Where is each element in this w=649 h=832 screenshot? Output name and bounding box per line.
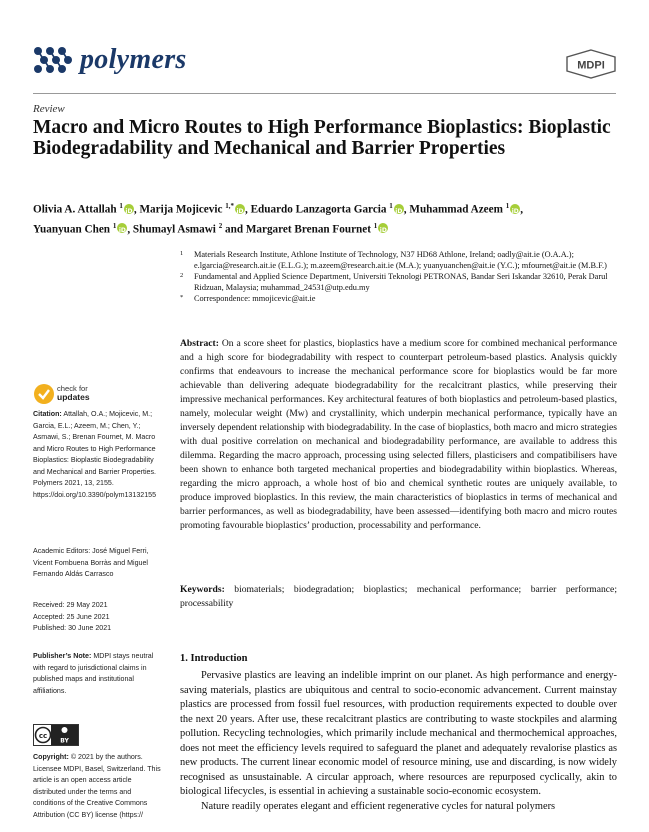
author-affil-mark: 2 bbox=[218, 221, 223, 230]
author-affil-mark: 1 bbox=[373, 221, 378, 230]
article-dates bbox=[33, 600, 165, 635]
copyright-label: Copyright: bbox=[33, 753, 69, 761]
published-date: Published: 30 June 2021 bbox=[33, 624, 112, 632]
author: Yuanyuan Chen bbox=[33, 223, 111, 236]
keywords-text: biomaterials; biodegradation; bioplastics; mechanical performance; barrier performance; processability bbox=[180, 584, 617, 609]
affiliation-number: 2 bbox=[180, 272, 184, 279]
check-updates-line2: updates bbox=[57, 392, 90, 402]
author: Olivia A. Attallah bbox=[33, 203, 117, 216]
cc-by-license-icon[interactable] bbox=[33, 724, 79, 746]
author: Margaret Brenan Fournet bbox=[245, 223, 371, 236]
publisher-note-label: Publisher’s Note: bbox=[33, 652, 92, 660]
header-rule bbox=[33, 93, 616, 94]
article-type: Review bbox=[33, 103, 65, 115]
orcid-icon[interactable] bbox=[510, 204, 520, 214]
publisher-note-text: MDPI stays neutral with regard to jurisdictional claims in published maps and institutional affiliations. bbox=[33, 652, 154, 695]
author-affil-mark: 1 bbox=[389, 202, 393, 210]
author: Muhammad Azeem bbox=[409, 203, 503, 216]
paragraph: Nature readily operates elegant and efficient regenerative cycles for natural polymers bbox=[201, 800, 556, 812]
author-affil-mark: 1 bbox=[505, 202, 510, 210]
journal-name: polymers bbox=[80, 44, 187, 75]
affiliation-text: Materials Research Institute, Athlone Institute of Technology, N37 HD68 Athlone, Ireland; oadly@ait.ie (O.A.A.); e.lgarcia@research.ait.ie (E.L.G.); m.azeem@research.ait.ie (M.A.); yuanyuanchen@ait.ie (Y.C.); mfournet@ait.ie (M.B.F.) bbox=[194, 250, 607, 270]
publisher-note bbox=[33, 651, 165, 697]
abstract-text: On a score sheet for plastics, bioplastics have a medium score for combined mechanical performance and a high score for biodegradability with respect to counterpart petroleum-based plastics. Analysis quickly confirms that endeavours to increase the mechanical performance score for bioplastics would be far more achievable than delivering adequate biodegradability for the recalcitrant plastics, while preserving their impressive mechanical performances. Key architectural features of both bioplastics and petroleum-based plastics, namely, molecular weight (Mw) and crystallinity, which underpin mechanical performance, typically have an inversely dependent relationship with biodegradability. In the case of bioplastics, both macro and micro strategies with dual positive correlation on mechanical and biodegradability performance, are available to address this dilemma. Regarding the macro approach, processing using selected fillers, plasticisers and compatibilisers have been shown to enhance both targeted mechanical properties and biodegradability within bioplastics. Whereas, regarding the micro approach, a whole host of bio and chemical synthetic routes are uniquely available, to produce improved bioplastics. In this review, the main characteristics of bioplastics in terms of mechanical and barrier performances, as well as biodegradability, have been assessed—identifying both macro and micro routes promoting favourable bioplastics’ production, processability and performance. bbox=[180, 338, 617, 531]
paragraph: Pervasive plastics are leaving an indelible imprint on our planet. As high performance and energy-saving materials, plastics are ubiquitous and central to socio-economic advancement. Current mainstay plastics are processed from fossil fuel resources, with production requirements expected to double over the next 20 years. After use, these recalcitrant plastics are contributing to waste stockpiles and alarming pollution. Recycling technologies, which primarily include mechanical and thermochemical approaches, does not meet the efficiency levels required to safeguard the planet and adequately revalorise plastics as new products. The current linear economic model of resource mining, use and discarding, is now widely recognised as unsustainable. A circular approach, where resources are repurposed cyclically, akin to biological lifecycles, is essential in achieving a sustainable socio-economic ecosystem. bbox=[180, 670, 617, 797]
copyright bbox=[33, 752, 165, 821]
orcid-icon[interactable] bbox=[124, 204, 134, 214]
orcid-icon[interactable] bbox=[235, 204, 245, 214]
author: Shumayl Asmawi bbox=[132, 223, 216, 236]
keywords-label: Keywords: bbox=[180, 584, 225, 595]
affiliation-item bbox=[180, 293, 620, 304]
affiliation-item bbox=[180, 249, 620, 271]
orcid-icon[interactable] bbox=[378, 223, 388, 233]
check-updates-line1: check for bbox=[57, 384, 88, 393]
author-affil-mark: 1 bbox=[119, 202, 123, 210]
affiliation-number: * bbox=[180, 294, 184, 301]
citation bbox=[33, 409, 165, 501]
orcid-icon[interactable] bbox=[394, 204, 404, 214]
affiliation-text: Correspondence: mmojicevic@ait.ie bbox=[194, 294, 316, 303]
author: Eduardo Lanzagorta Garcia bbox=[250, 203, 387, 216]
mdpi-logo-icon bbox=[566, 49, 616, 79]
check-updates-icon bbox=[33, 383, 55, 405]
accepted-date: Accepted: 25 June 2021 bbox=[33, 612, 110, 621]
polymers-logo-icon bbox=[32, 43, 74, 77]
check-updates-text bbox=[57, 385, 90, 402]
author-affil-mark: 1 bbox=[112, 221, 117, 230]
author-affil-mark: 1,* bbox=[225, 202, 234, 210]
section-heading: 1. Introduction bbox=[180, 653, 248, 664]
author-list: Olivia A. Attallah $^1$iD , Marija Mojicevic $^{1,*}$iD , Eduardo Lanzagorta Garcia $^1$iD , Muhammad Azeem $^1$iD , Yuanyuan Chen $^1$iD , Shumayl Asmawi $^2$ and Margaret Brenan Fournet $^1$iD bbox=[33, 198, 616, 237]
citation-label: Citation: bbox=[33, 410, 62, 418]
abstract-label: Abstract: bbox=[180, 338, 219, 349]
abstract bbox=[180, 337, 617, 533]
affiliation-item bbox=[180, 271, 620, 293]
affiliation-number: 1 bbox=[180, 250, 184, 257]
author: Marija Mojicevic bbox=[139, 203, 223, 216]
affiliations bbox=[180, 249, 620, 304]
article-title: Macro and Micro Routes to High Performance Bioplastics: Bioplastic Biodegradability and Mechanical and Barrier Properties bbox=[33, 117, 611, 159]
introduction-body bbox=[180, 669, 617, 814]
check-for-updates-button[interactable] bbox=[33, 383, 143, 409]
authors-conjunction: and bbox=[225, 223, 244, 236]
copyright-text: © 2021 by the authors. Licensee MDPI, Basel, Switzerland. This article is an open access article distributed under the terms and conditions of the Creative Commons Attribution (CC BY) license (https:// bbox=[33, 753, 161, 819]
orcid-icon[interactable] bbox=[117, 223, 127, 233]
affiliation-text: Fundamental and Applied Science Department, Universiti Teknologi PETRONAS, Bandar Seri Iskandar 32610, Perak Darul Ridzuan, Malaysia; muhammad_24531@utp.edu.my bbox=[194, 272, 608, 292]
received-date: Received: 29 May 2021 bbox=[33, 601, 108, 609]
keywords bbox=[180, 583, 617, 611]
cc-mark-text: cc bbox=[38, 732, 48, 740]
mdpi-logo-text: MDPI bbox=[577, 59, 605, 72]
citation-text: Attallah, O.A.; Mojicevic, M.; Garcia, E.L.; Azeem, M.; Chen, Y.; Asmawi, S.; Brenan Fournet, M. Macro and Micro Routes to High Performance Bioplastics: Bioplastic Biodegradability and Mechanical and Barrier Properties. Polymers 2021, 13, 2155. https://doi.org/10.3390/polym13132155 bbox=[33, 410, 157, 499]
academic-editors: Academic Editors: José Miguel Ferri, Vicent Fombuena Borràs and Miguel Fernando Aldás Carrasco bbox=[33, 547, 149, 578]
by-mark-text: BY bbox=[60, 737, 69, 745]
